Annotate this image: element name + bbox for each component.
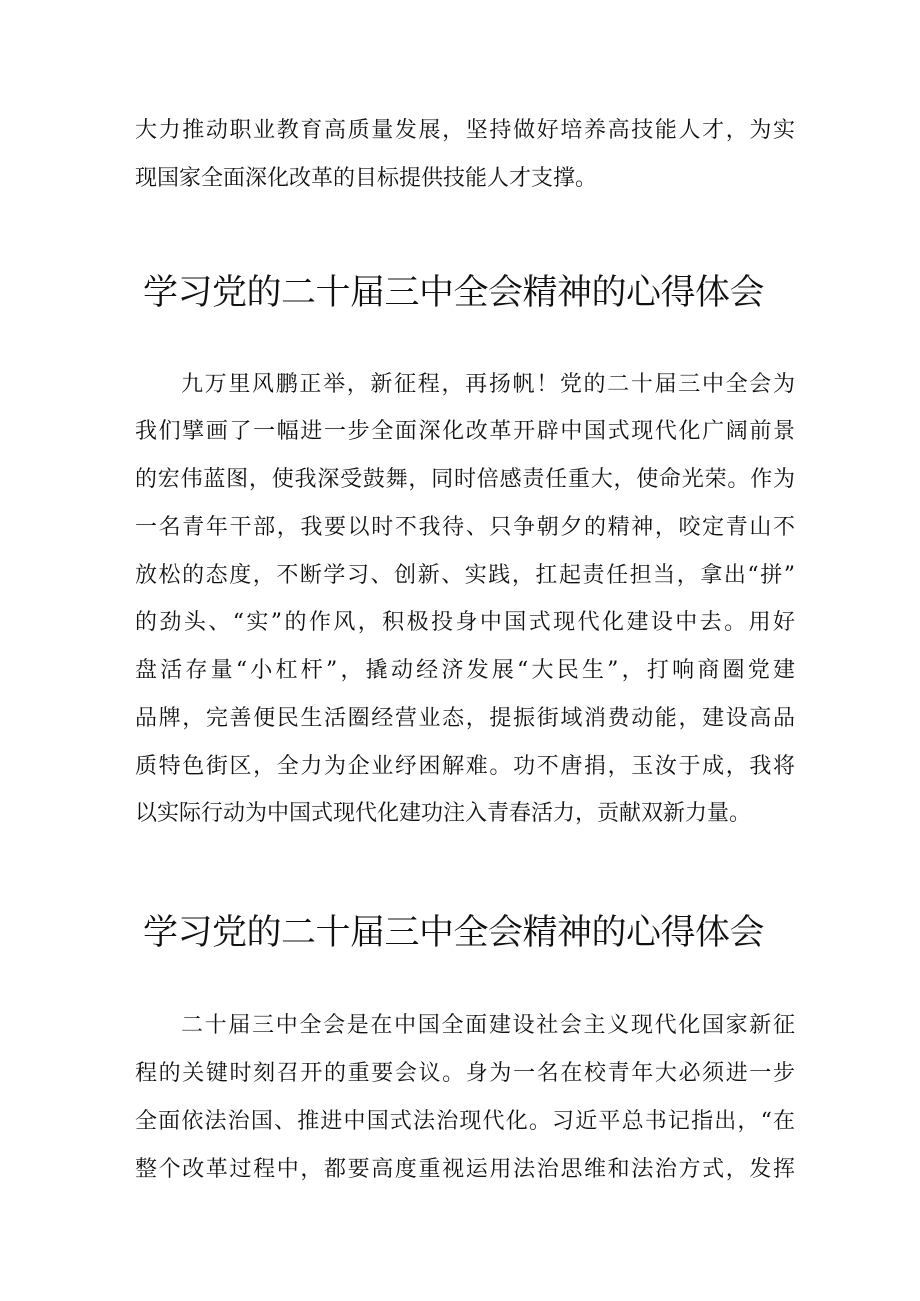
section2-line-1: 二十届三中全会是在中国全面建设社会主义现代化国家新征 — [181, 1013, 795, 1038]
section1-title: 学习党的二十届三中全会精神的心得体会 — [143, 273, 765, 313]
section1-line-2: 我们擘画了一幅进一步全面深化改革开辟中国式现代化广阔前景 — [135, 419, 795, 444]
section2-line-3: 全面依法治国、推进中国式法治现代化。习近平总书记指出，“在 — [135, 1109, 795, 1134]
section1-line-1: 九万里风鹏正举，新征程，再扬帆！党的二十届三中全会为 — [181, 372, 795, 397]
section1-line-8: 品牌，完善便民生活圈经营业态，提振街域消费动能，建设高品 — [135, 706, 795, 731]
section1-line-7: 盘活存量“小杠杆”，撬动经济发展“大民生”，打响商圈党建 — [135, 658, 795, 683]
section1-line-6: 的劲头、“实”的作风，积极投身中国式现代化建设中去。用好 — [135, 610, 795, 635]
section2-line-4: 整个改革过程中，都要高度重视运用法治思维和法治方式，发挥 — [135, 1157, 795, 1182]
section1-line-9: 质特色街区，全力为企业纾困解难。功不唐捐，玉汝于成，我将 — [135, 754, 795, 779]
intro-line-2: 现国家全面深化改革的目标提供技能人才支撑。 — [135, 166, 598, 191]
section2-title: 学习党的二十届三中全会精神的心得体会 — [143, 913, 765, 953]
section1-line-10: 以实际行动为中国式现代化建功注入青春活力，贡献双新力量。 — [135, 801, 752, 826]
section2-line-2: 程的关键时刻召开的重要会议。身为一名在校青年大必须进一步 — [135, 1061, 795, 1086]
intro-line-1: 大力推动职业教育高质量发展，坚持做好培养高技能人才，为实 — [135, 118, 795, 143]
section1-line-5: 放松的态度，不断学习、创新、实践，扛起责任担当，拿出“拼” — [135, 563, 795, 588]
section1-line-3: 的宏伟蓝图，使我深受鼓舞，同时倍感责任重大，使命光荣。作为 — [135, 467, 795, 492]
section1-line-4: 一名青年干部，我要以时不我待、只争朝夕的精神，咬定青山不 — [135, 515, 795, 540]
